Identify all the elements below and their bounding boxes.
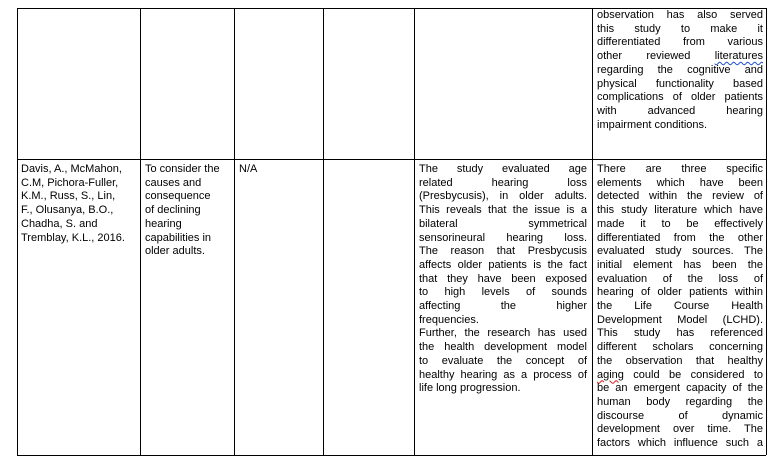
evaluation-line: differentiated from the other bbox=[597, 231, 763, 244]
aim-line: of declining bbox=[145, 204, 201, 217]
findings-line: that they have been exposed bbox=[419, 272, 587, 285]
row2-evaluation-cell bbox=[597, 163, 763, 451]
evaluation-line: This study has referenced bbox=[597, 327, 763, 340]
evaluation-line: the Life Course Health bbox=[597, 300, 763, 313]
row2-method-cell bbox=[239, 163, 321, 177]
aim-line: hearing bbox=[145, 217, 182, 230]
evaluation-line: made it to be effectively bbox=[597, 217, 763, 230]
findings-line: sensorineural hearing loss. bbox=[419, 231, 587, 244]
evaluation-line: aging could be considered to bbox=[597, 368, 763, 381]
aim-line: older adults. bbox=[145, 245, 205, 258]
evaluation-line: Development Model (LCHD). bbox=[597, 313, 763, 326]
evaluation-line: factors which influence such a bbox=[597, 437, 763, 450]
author-line: K.M., Russ, S., Lin, bbox=[21, 190, 116, 203]
findings-line: The reason that Presbycusis bbox=[419, 245, 587, 258]
text-line: regarding the cognitive and bbox=[597, 63, 763, 76]
findings-line: to high levels of sounds bbox=[419, 286, 587, 299]
evaluation-line: human body regarding the bbox=[597, 395, 763, 408]
aim-line: causes and bbox=[145, 176, 202, 189]
evaluation-line: different scholars concerning bbox=[597, 341, 763, 354]
findings-line: bilateral symmetrical bbox=[419, 217, 587, 230]
text-line: impairment conditions. bbox=[597, 118, 708, 131]
method-value: N/A bbox=[239, 163, 258, 175]
findings-line: to evaluate the concept of bbox=[419, 354, 587, 367]
table-row-divider bbox=[17, 159, 766, 160]
evaluation-line: be an emergent capacity of the bbox=[597, 382, 763, 395]
row2-aim-cell bbox=[145, 163, 233, 259]
text-line: observation has also served bbox=[597, 9, 763, 21]
aim-line: consequence bbox=[145, 190, 211, 203]
findings-line: Further, the research has used bbox=[419, 327, 587, 340]
findings-line: life long progression. bbox=[419, 382, 521, 395]
aim-line: capabilities in bbox=[145, 231, 212, 244]
aim-line: To consider the bbox=[145, 163, 220, 175]
author-line: Chadha, S. and bbox=[21, 217, 98, 230]
evaluation-line: evaluation of the loss of bbox=[597, 272, 763, 285]
evaluation-line: this study literature which have bbox=[597, 204, 763, 217]
table-border-col3 bbox=[323, 8, 324, 455]
text-line: physical functionality based bbox=[597, 77, 763, 90]
evaluation-line: development over time. The bbox=[597, 423, 763, 436]
findings-line: frequencies. bbox=[419, 313, 479, 326]
evaluation-line: discourse of dynamic bbox=[597, 409, 763, 422]
evaluation-line: the observation that healthy bbox=[597, 354, 763, 367]
evaluation-line: elements which have been bbox=[597, 176, 763, 189]
findings-line: affecting the higher bbox=[419, 300, 587, 313]
table-border-col4 bbox=[414, 8, 415, 455]
findings-line: (Presbycusis), in older adults. bbox=[419, 190, 587, 203]
row2-findings-cell bbox=[419, 163, 587, 396]
evaluation-line: detected within the review of bbox=[597, 190, 763, 203]
evaluation-line: There are three specific bbox=[597, 163, 763, 175]
author-line: Davis, A., McMahon, bbox=[21, 163, 122, 175]
table-border-col1 bbox=[140, 8, 141, 455]
text-line: differentiated from various bbox=[597, 36, 763, 49]
author-line: C.M, Pichora-Fuller, bbox=[21, 176, 119, 189]
evaluation-line: evaluated study sources. The bbox=[597, 245, 763, 258]
table-border-left bbox=[17, 8, 18, 455]
row2-authors-cell bbox=[21, 163, 139, 245]
findings-line: related hearing loss bbox=[419, 176, 587, 189]
table-border-col5 bbox=[592, 8, 593, 455]
table-border-bottom bbox=[17, 455, 766, 456]
text-line: this study to make it bbox=[597, 22, 763, 35]
text-line: with advanced hearing bbox=[597, 104, 763, 117]
spellcheck-underline: aging bbox=[597, 368, 624, 381]
table-border-right bbox=[766, 8, 767, 455]
findings-line: The study evaluated age bbox=[419, 163, 587, 175]
findings-line: This reveals that the issue is a bbox=[419, 204, 587, 217]
spellcheck-underline: literatures bbox=[714, 50, 763, 63]
table-border-col2 bbox=[234, 8, 235, 455]
author-line: Tremblay, K.L., 2016. bbox=[21, 231, 125, 244]
row1-evaluation-cell bbox=[597, 9, 763, 132]
findings-line: the health development model bbox=[419, 341, 587, 354]
findings-line: affects older patients is the fact bbox=[419, 258, 587, 271]
author-line: F., Olusanya, B.O., bbox=[21, 204, 114, 217]
findings-line: healthy hearing as a process of bbox=[419, 368, 587, 381]
evaluation-line: hearing of older patients within bbox=[597, 286, 763, 299]
text-line: complications of older patients bbox=[597, 91, 763, 104]
text-line-literatures: other reviewed literatures bbox=[597, 50, 763, 63]
evaluation-line: initial element has been the bbox=[597, 258, 763, 271]
